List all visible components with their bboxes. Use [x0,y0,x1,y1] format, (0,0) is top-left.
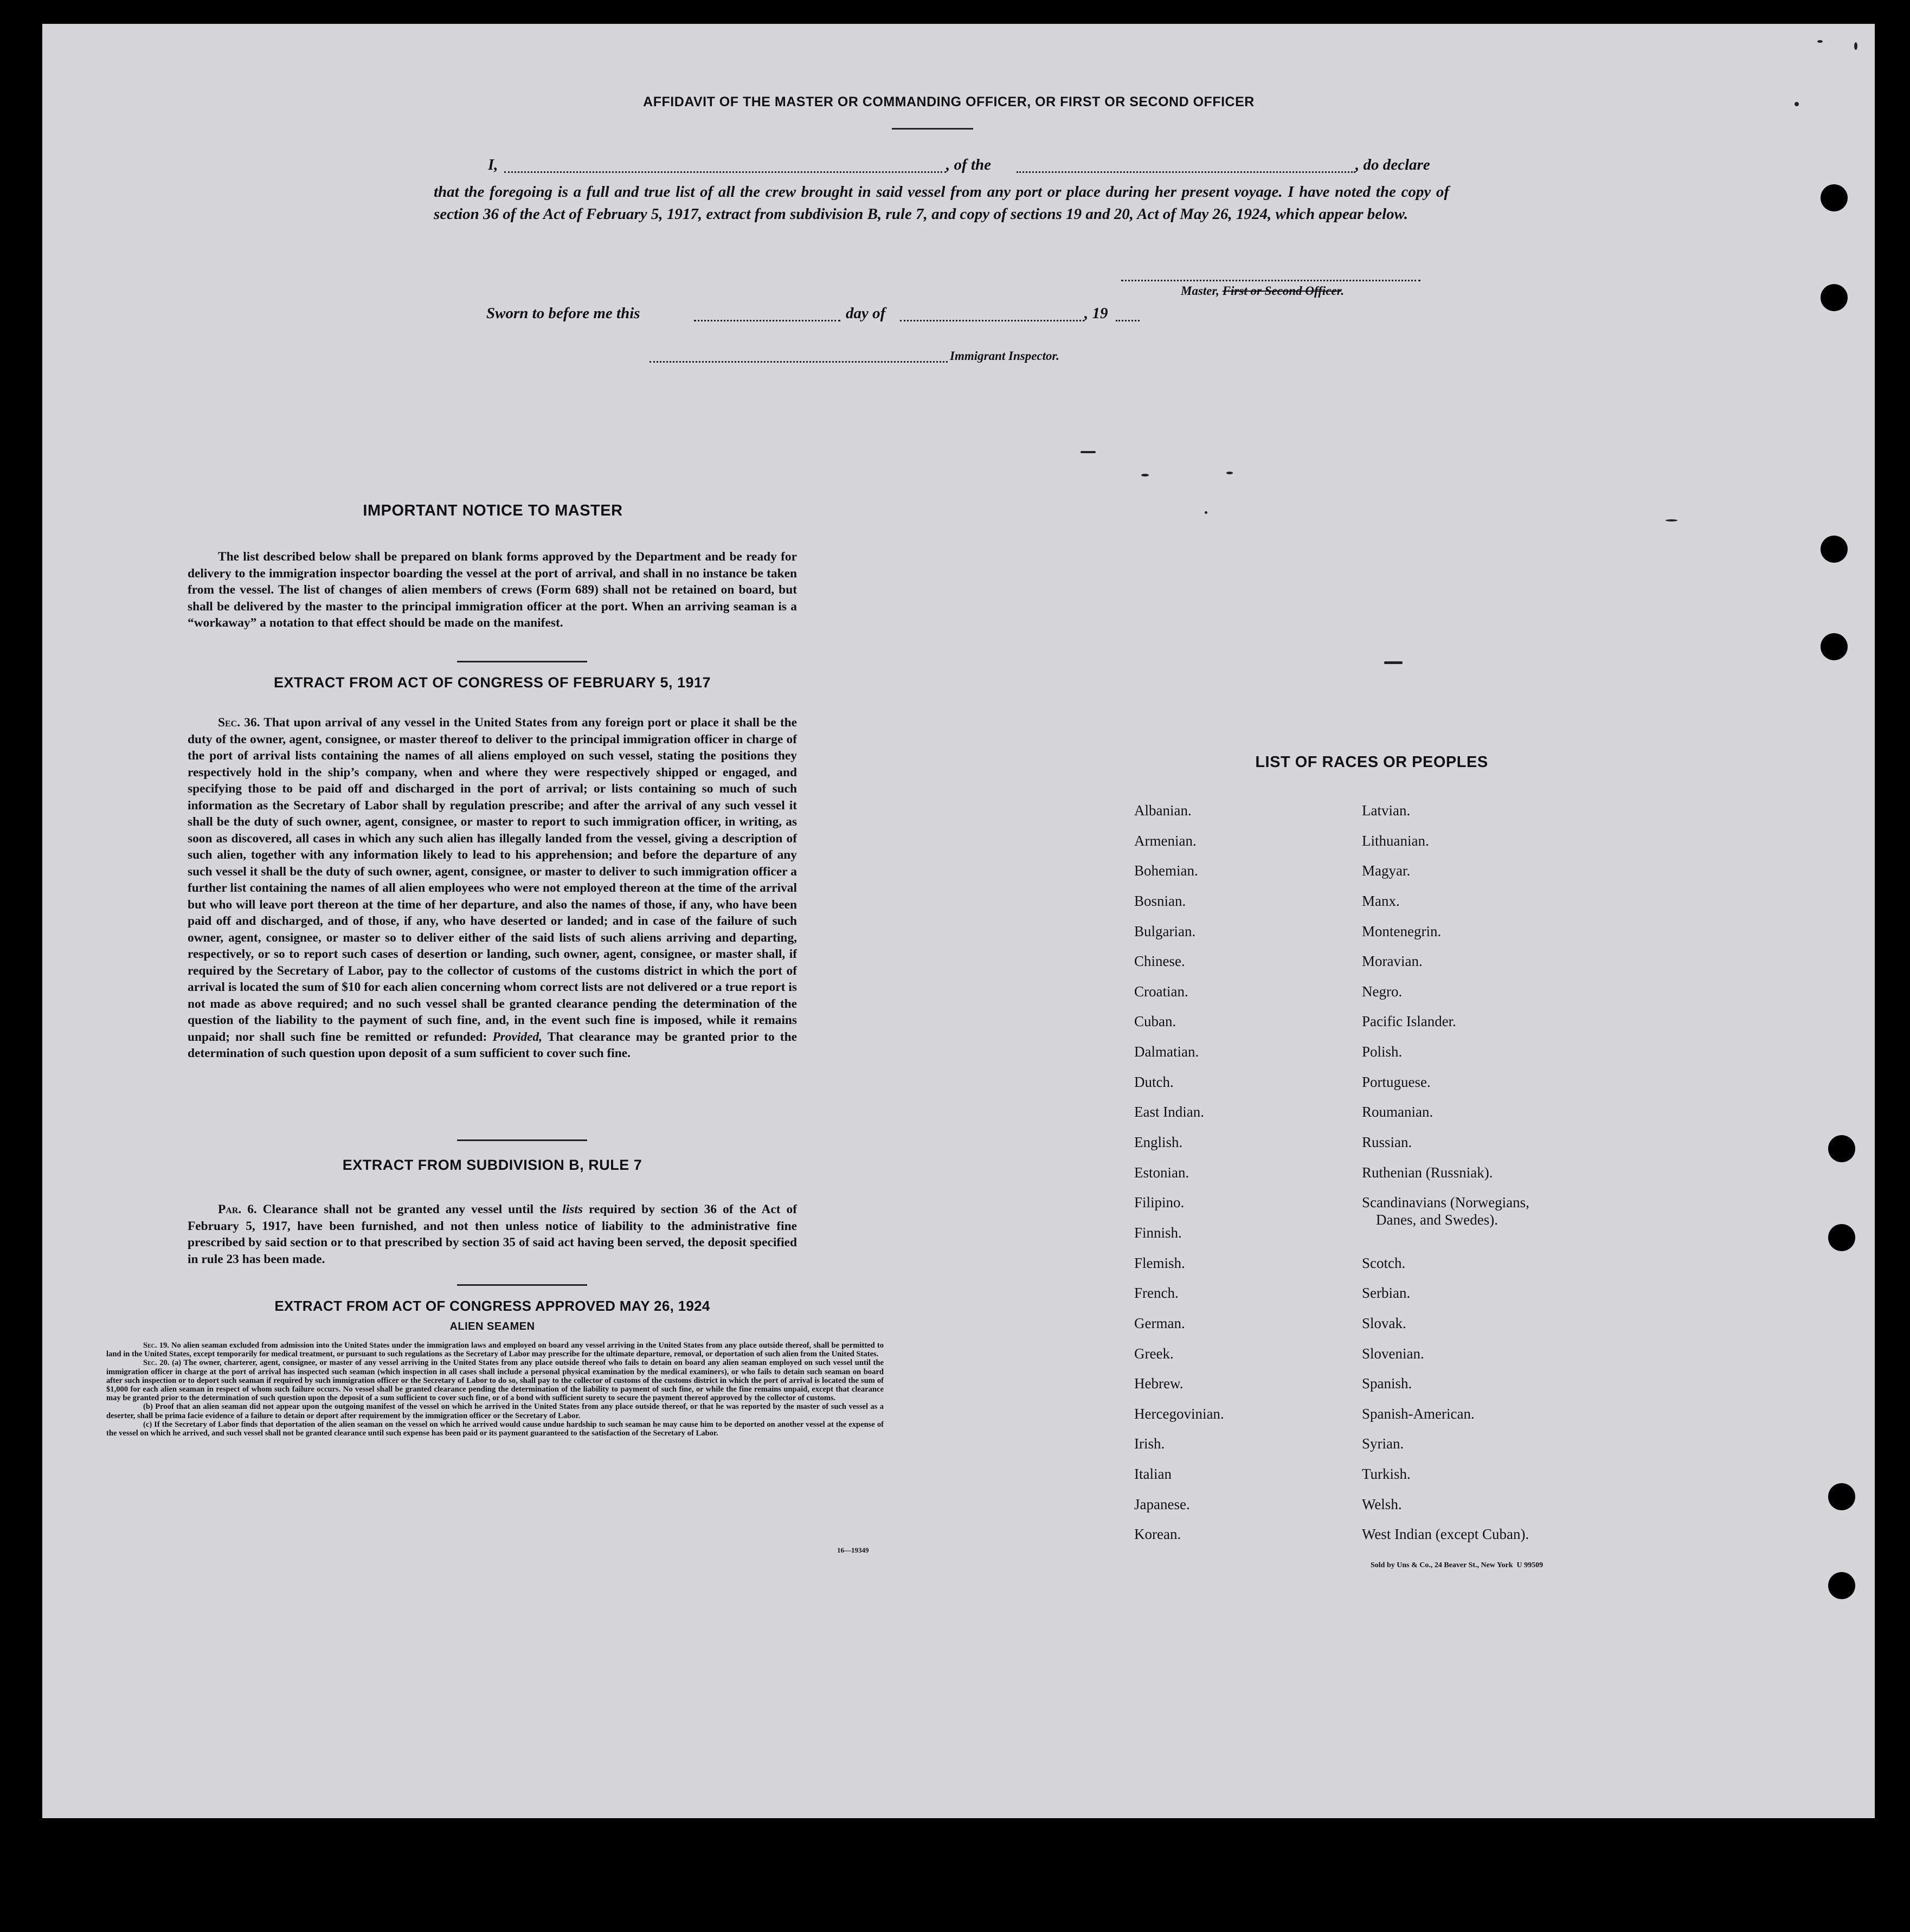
notice-title: IMPORTANT NOTICE TO MASTER [363,502,623,519]
race-left-item: Dalmatian. [1134,1044,1199,1060]
par-6-text: Clearance shall not be granted any vessel until the [262,1202,557,1216]
race-right-item: Spanish-American. [1362,1406,1475,1422]
race-left-item: Armenian. [1134,833,1197,849]
race-right-item: Negro. [1362,983,1403,1000]
race-right-item: Lithuanian. [1362,833,1429,849]
race-left-item: Hercegovinian. [1134,1406,1224,1422]
race-right-item: Danes, and Swedes). [1376,1212,1498,1228]
section-divider [457,1284,587,1286]
sec-20-label: Sec. 20. [143,1358,170,1368]
race-left-item: Korean. [1134,1526,1181,1542]
race-left-item: Cuban. [1134,1013,1176,1029]
ink-speck [1854,42,1857,50]
sworn-month-blank[interactable] [900,320,1084,321]
sec-20a-text: (a) The owner, charterer, agent, consignee, or master of any vessel arriving in the United States from any place outside thereof who fails to detain on board any alien seaman employed on such vessel until the immigration officer in charge at the port of arrival has inspected such seaman (which inspection in all cases shall include a personal physical examination by the medical examiners), or who fails to detain such seaman on board after such inspection or to deport such seaman if required by such immigration officer or the Secretary of Labor to do so, shall pay to the collector of customs of the customs district in which the port of arrival is located the sum of $1,000 for each alien seaman in respect of whom such failure occurs. No vessel shall be granted clearance pending the determination of the liability to payment of such fine, or while the fine remains unpaid, except that clearance may be granted prior to the determination of such question upon the deposit of a sum sufficient to cover such fine, or of a bond with sufficient surety to secure the payment thereof approved by the collector of customs. [106,1358,884,1403]
race-left-item: Bulgarian. [1134,923,1196,939]
ink-speck [1817,40,1823,43]
race-right-item: Syrian. [1362,1435,1404,1452]
sec-19-text: No alien seaman excluded from admission into the United States under the immigration laws and employed on board any vessel arriving in the United States from any place outside thereof, shall be permitted to land in the United States, except temporarily for medical treatment, or pursuant to such regulations as the Secretary of Labor may prescribe for the ultimate departure, removal, or deportation of such alien from the United States. [106,1341,884,1359]
race-left-item: German. [1134,1315,1185,1331]
sec-20a-paragraph [106,1358,884,1402]
extract-rule7-title: EXTRACT FROM SUBDIVISION B, RULE 7 [342,1157,642,1173]
declare-label: , do declare [1355,156,1430,173]
extract-1917-title: EXTRACT FROM ACT OF CONGRESS OF FEBRUARY 5, 1917 [273,674,711,691]
race-right-item: Russian. [1362,1134,1412,1150]
race-right-item: Spanish. [1362,1375,1412,1392]
vessel-blank[interactable] [1017,171,1355,173]
ink-speck [1205,511,1207,514]
race-left-item: Croatian. [1134,983,1188,1000]
declaration-text: that the foregoing is a full and true list of all the crew brought in said vessel from any port or place during her present voyage. I have noted the copy of section 36 of the Act of February 5, 1917, extract from subdivision B, rule 7, and copy of sections 19 and 20, Act of May 26, 1924, which appear below. [434,183,1449,223]
race-left-item: Dutch. [1134,1074,1174,1090]
lists-word: lists [562,1202,583,1216]
punch-hole [1828,1572,1855,1599]
race-left-item: Hebrew. [1134,1375,1184,1392]
extract-1917-body [188,714,797,1062]
punch-hole [1828,1224,1855,1251]
race-left-item: Italian [1134,1466,1172,1482]
race-left-item: English. [1134,1134,1183,1150]
master-signature-blank[interactable] [1121,280,1420,281]
punch-hole [1821,284,1848,311]
race-right-item: Polish. [1362,1044,1403,1060]
par-6-text-end: required by section 36 of the Act of February 5, 1917, have been furnished, and not then unless notice of liability to the administrative fine prescribed by said section or to that prescribed by section 35 of said act having been served, the deposit specified in rule 23 has been made. [188,1202,797,1266]
races-title: LIST OF RACES OR PEOPLES [1255,754,1488,771]
sec-36-text-end: That clearance may be granted prior to the determination of such question upon deposit of a sum sufficient to cover such fine. [188,1029,797,1060]
punch-hole [1828,1135,1855,1162]
race-right-item: Slovenian. [1362,1345,1424,1362]
sec-19-label: Sec. 19. [143,1341,169,1350]
race-left-item: French. [1134,1285,1179,1301]
sworn-day-blank[interactable] [694,320,840,321]
alien-seamen-subtitle: ALIEN SEAMEN [449,1321,535,1332]
race-right-item: Scotch. [1362,1255,1406,1271]
form-number: 16—19349 [837,1546,869,1554]
race-right-item: Serbian. [1362,1285,1411,1301]
race-left-item: Bohemian. [1134,862,1198,879]
inspector-label: Immigrant Inspector. [950,349,1059,363]
race-left-item: Greek. [1134,1345,1174,1362]
affidavit-title: AFFIDAVIT OF THE MASTER OR COMMANDING OFFICER, OR FIRST OR SECOND OFFICER [643,94,1255,110]
name-blank[interactable] [504,171,946,173]
race-left-item: Finnish. [1134,1225,1182,1241]
extract-1924-body [106,1341,884,1438]
ink-speck [1384,661,1403,664]
sec-36-text: That upon arrival of any vessel in the United States from any foreign port or place it shall be the duty of the owner, agent, consignee, or master thereof to deliver to the principal immigration officer in charge of the port of arrival lists containing the names of all aliens employed on such vessel, stating the positions they respectively hold in the ship’s company, when and where they were respectively shipped or engaged, and specifying those to be paid off and discharged in the port of arrival; or lists containing so much of such information as the Secretary of Labor shall by regulation prescribe; and after the arrival of any such vessel it shall be the duty of such owner, agent, consignee, or master to report to such immigration officer, in writing, as soon as discovered, all cases in which any such alien has illegally landed from the vessel, giving a description of such alien, together with any information likely to lead to his apprehension; and before the departure of any such vessel it shall be the duty of such owner, agent, consignee, or master to deliver to such immigration officer a further list containing the names of all alien employees who were not employed thereon at the time of the arrival but who will leave port thereon at the time of her departure, and also the names of those, if any, who have been paid off and discharged, and of those, if any, who have deserted or landed; and in case of the failure of such owner, agent, consignee, or master so to deliver either of the said lists of such aliens arriving and departing, respectively, or so to report such cases of desertion or landing, such owner, agent, consignee, or master shall, if required by the Secretary of Labor, pay to the collector of customs of the customs district in which the port of arrival is located the sum of $10 for each alien concerning whom correct lists are not delivered or a true report is not made as above required; and no such vessel shall be granted clearance pending the determination of the question of the liability to the payment of such fine, and, in the event such fine is imposed, while it remains unpaid; nor shall such fine be remitted or refunded: [188,716,797,1044]
race-right-item: Moravian. [1362,953,1423,969]
provided-label: Provided, [492,1029,543,1044]
master-label-end: . [1341,284,1345,298]
race-right-item: Montenegrin. [1362,923,1442,939]
race-right-item: Pacific Islander. [1362,1013,1456,1029]
race-right-item: Portuguese. [1362,1074,1431,1090]
ink-speck [1665,519,1677,521]
race-left-item: Irish. [1134,1435,1165,1452]
section-divider [457,661,587,662]
race-right-item: West Indian (except Cuban). [1362,1526,1529,1542]
section-divider [457,1139,587,1141]
notice-body: The list described below shall be prepared on blank forms approved by the Department and be ready for delivery to the immigration inspector boarding the vessel at the port of arrival, and shall in no instance be taken from the vessel. The list of changes of alien members of crews (Form 689) shall not be retained on board, but shall be delivered by the master to the principal immigration officer at the port. When an arriving seaman is a “workaway” a notation to that effect should be made on the manifest. [188,550,797,630]
sec-20b-paragraph: (b) Proof that an alien seaman did not appear upon the outgoing manifest of the vessel on which he arrived in the United States from any place outside thereof, or that he was reported by the master of such vessel as a deserter, shall be prima facie evidence of a failure to detain or deport after requirement by the immigration officer or the Secretary of Labor. [106,1402,884,1420]
ink-speck [1795,102,1799,106]
race-right-item: Slovak. [1362,1315,1406,1331]
race-left-item: Filipino. [1134,1194,1185,1210]
race-right-item: Magyar. [1362,862,1411,879]
race-right-item: Ruthenian (Russniak). [1362,1164,1493,1181]
extract-1924-title: EXTRACT FROM ACT OF CONGRESS APPROVED MAY 26, 1924 [274,1298,710,1314]
ink-speck [1081,451,1096,453]
sworn-label: Sworn to before me this [486,305,640,322]
affiant-label: I, [488,156,498,173]
title-underline [892,128,973,130]
race-right-item: Welsh. [1362,1496,1402,1512]
race-left-item: Japanese. [1134,1496,1190,1512]
race-right-item: Latvian. [1362,802,1411,819]
day-of-label: day of [846,305,886,322]
of-the-label: , of the [946,156,991,173]
struck-officer-label: First or Second Officer [1222,284,1341,298]
race-left-item: Bosnian. [1134,893,1186,909]
race-left-item: Estonian. [1134,1164,1189,1181]
sworn-year-blank[interactable] [1116,320,1140,321]
punch-hole [1821,184,1848,211]
punch-hole [1821,633,1848,660]
sec-36-label: Sec. 36. [218,716,260,730]
ink-speck [1226,472,1233,474]
punch-hole [1828,1483,1855,1510]
par-6-label: Par. 6. [218,1202,257,1216]
race-right-item: Scandinavians (Norwegians, [1362,1194,1529,1210]
race-right-item: Turkish. [1362,1466,1411,1482]
race-left-item: Albanian. [1134,802,1192,819]
year-label: , 19 [1084,305,1108,322]
printer-credit: Sold by Uns & Co., 24 Beaver St., New York U 99509 [1371,1561,1544,1569]
inspector-signature-blank[interactable] [649,361,948,363]
race-right-item: Manx. [1362,893,1400,909]
extract-rule7-body [188,1201,797,1267]
master-label: Master, [1181,284,1219,298]
sec-20c-paragraph: (c) If the Secretary of Labor finds that deportation of the alien seaman on the vessel on which he arrived would cause undue hardship to such seaman he may cause him to be deported on another vessel at the expense of the vessel on which he arrived, and such vessel shall not be granted clearance until such expense has been paid or its payment guaranteed to the satisfaction of the Secretary of Labor. [106,1420,884,1438]
race-right-item: Roumanian. [1362,1104,1433,1120]
punch-hole [1821,536,1848,563]
master-signature-caption [1181,284,1344,298]
sec-19-paragraph [106,1341,884,1358]
race-left-item: East Indian. [1134,1104,1204,1120]
ink-speck [1141,474,1149,476]
race-left-item: Flemish. [1134,1255,1185,1271]
race-left-item: Chinese. [1134,953,1185,969]
